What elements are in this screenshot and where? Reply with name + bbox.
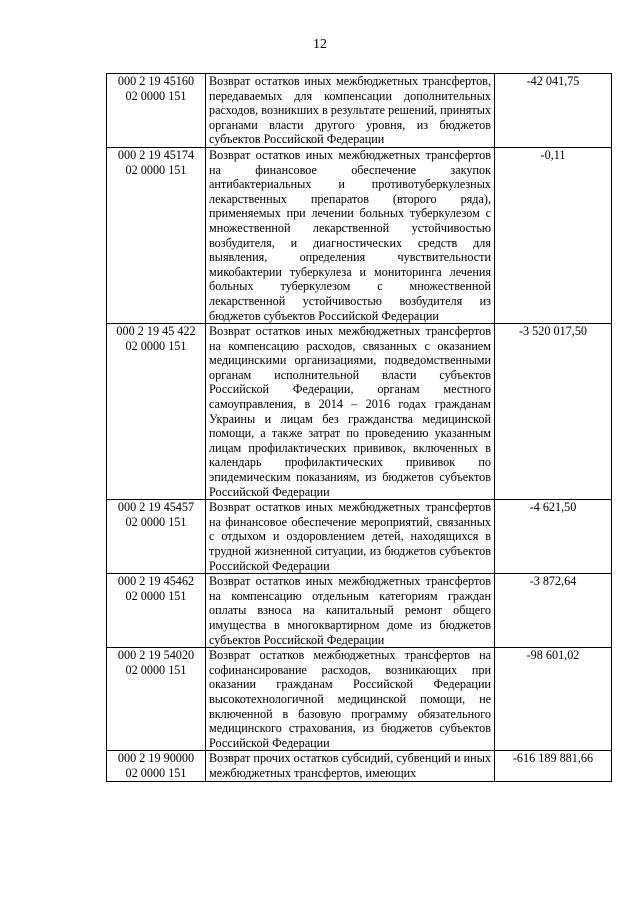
amount-cell: -3 872,64 — [495, 574, 612, 648]
budget-code-cell — [107, 324, 206, 500]
page-number: 12 — [313, 37, 327, 52]
budget-code: 000 2 19 54020 02 0000 151 — [117, 648, 195, 677]
amount-cell: -42 041,75 — [495, 74, 612, 148]
table-row — [107, 324, 612, 500]
table-row — [107, 500, 612, 574]
table-row — [107, 574, 612, 648]
budget-code-cell — [107, 74, 206, 148]
budget-code: 000 2 19 90000 02 0000 151 — [117, 751, 195, 780]
budget-code: 000 2 19 45457 02 0000 151 — [117, 500, 195, 529]
budget-code-cell — [107, 751, 206, 781]
budget-code-cell — [107, 147, 206, 323]
amount-cell: -3 520 017,50 — [495, 324, 612, 500]
budget-code: 000 2 19 45462 02 0000 151 — [117, 574, 195, 603]
budget-code-cell — [107, 574, 206, 648]
budget-table — [106, 73, 612, 782]
budget-code: 000 2 19 45160 02 0000 151 — [117, 74, 195, 103]
amount-cell: -98 601,02 — [495, 648, 612, 751]
budget-code-cell — [107, 500, 206, 574]
table-row — [107, 751, 612, 781]
description-cell: Возврат остатков иных межбюджетных трансфертов, передаваемых для компенсации дополнительных расходов, возникших в результате решений, принятых органами власти другого уровня, из бюджетов субъектов Российской Федерации — [206, 74, 495, 148]
budget-code-cell — [107, 648, 206, 751]
budget-code: 000 2 19 45 422 02 0000 151 — [116, 324, 196, 353]
budget-code: 000 2 19 45174 02 0000 151 — [117, 147, 195, 177]
description-cell: Возврат остатков иных межбюджетных трансфертов на компенсацию расходов, связанных с оказанием медицинскими организациями, подведомственными органам исполнительной власти субъектов Российской Федерации, органам местного самоуправления, в 2014 – 2016 годах гражданам Украины и лицам без гражданства медицинской помощи, а также затрат по проведению указанным лицам профилактических прививок, включенных в календарь профилактических прививок по эпидемическим показаниям, из бюджетов субъектов Российской Федерации — [206, 324, 495, 500]
amount-cell: -4 621,50 — [495, 500, 612, 574]
description-cell: Возврат остатков иных межбюджетных трансфертов на финансовое обеспечение закупок антибактериальных и противотуберкулезных лекарственных препаратов (второго ряда), применяемых при лечении больных туберкулезом с множественной лекарственной устойчивостью возбудителя, и диагностических средств для выявления, определения чувствительности микобактерии туберкулеза и мониторинга лечения больных туберкулезом с множественной лекарственной устойчивостью возбудителя из бюджетов субъектов Российской Федерации — [206, 147, 495, 323]
description-cell: Возврат остатков иных межбюджетных трансфертов на финансовое обеспечение мероприятий, связанных с отдыхом и оздоровлением детей, находящихся в трудной жизненной ситуации, из бюджетов субъектов Российской Федерации — [206, 500, 495, 574]
amount-cell: -616 189 881,66 — [495, 751, 612, 781]
description-cell: Возврат прочих остатков субсидий, субвенций и иных межбюджетных трансфертов, имеющих — [206, 751, 495, 781]
description-cell: Возврат остатков межбюджетных трансфертов на софинансирование расходов, возникающих при оказании гражданам Российской Федерации высокотехнологичной медицинской помощи, не включенной в базовую программу обязательного медицинского страхования, из бюджетов субъектов Российской Федерации — [206, 648, 495, 751]
table-row — [107, 648, 612, 751]
description-cell: Возврат остатков иных межбюджетных трансфертов на компенсацию отдельным категориям граждан оплаты взноса на капитальный ремонт общего имущества в многоквартирном доме из бюджетов субъектов Российской Федерации — [206, 574, 495, 648]
table-row — [107, 74, 612, 148]
amount-cell: -0,11 — [495, 147, 612, 323]
table-row — [107, 147, 612, 323]
